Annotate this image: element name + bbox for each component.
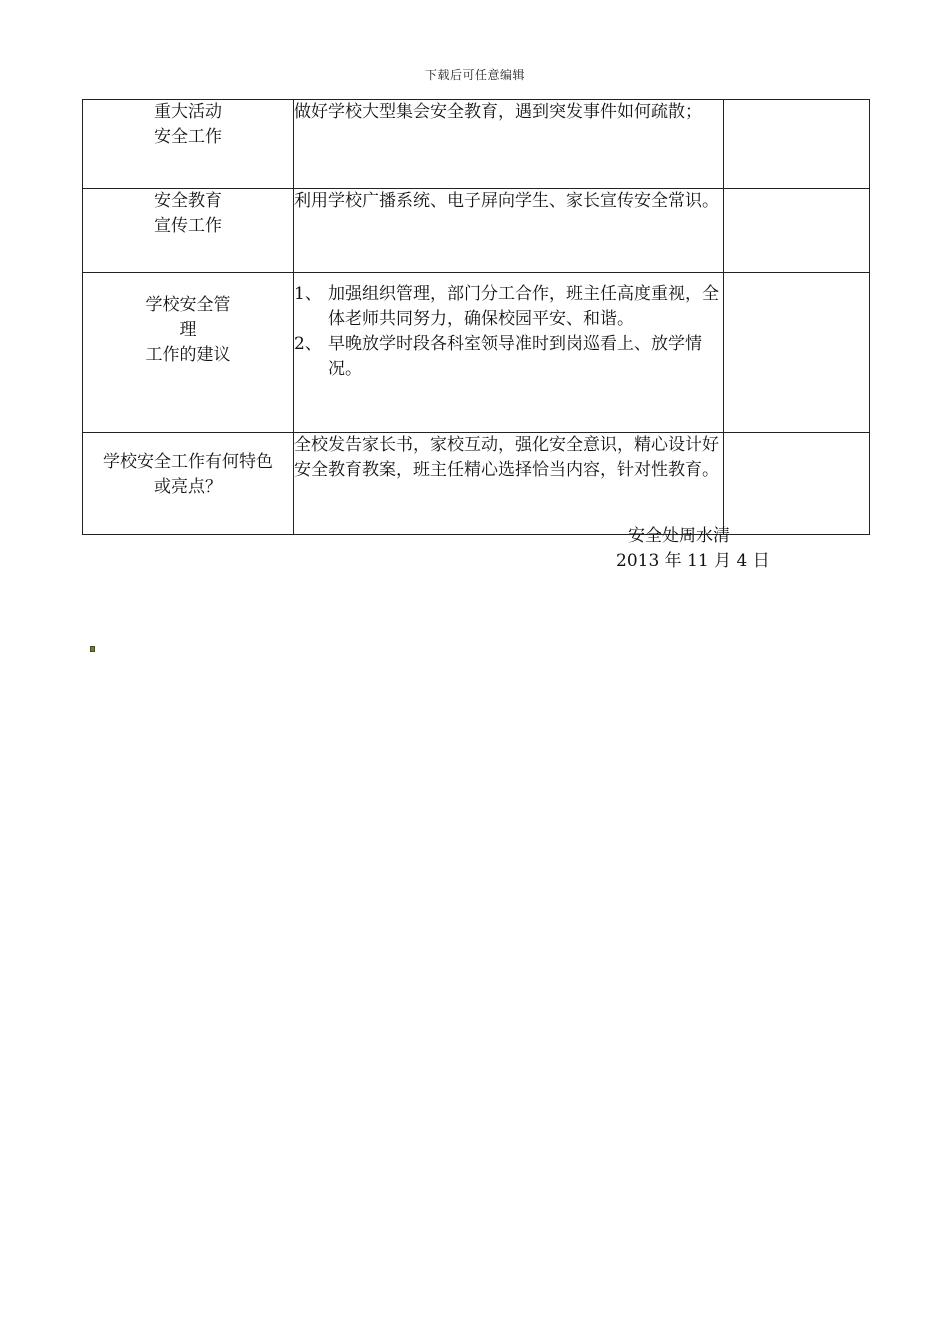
row-label-line: 重大活动: [154, 102, 222, 122]
row-content-list: [294, 273, 724, 433]
list-item: [294, 332, 723, 382]
row-content: 全校发告家长书，家校互动，强化安全意识，精心设计好安全教育教案，班主任精心选择恰当内容，针对性教育。: [294, 433, 724, 535]
list-text: 早晚放学时段各科室领导准时到岗巡看上、放学情况。: [328, 334, 702, 379]
row-label: [83, 273, 294, 433]
list-text: 加强组织管理，部门分工合作，班主任高度重视，全体老师共同努力，确保校园平安、和谐。: [328, 284, 719, 329]
table-row: [83, 273, 870, 433]
row-label-line: 学校安全工作有何特色: [103, 452, 273, 472]
row-content: 利用学校广播系统、电子屏向学生、家长宣传安全常识。: [294, 189, 724, 273]
signature-name: 安全处周水清: [628, 526, 730, 546]
row-label: [83, 189, 294, 273]
list-number: 1、: [294, 284, 322, 304]
safety-report-table: [82, 99, 870, 535]
row-label-line: 安全工作: [154, 127, 222, 147]
row-label-line: 理: [179, 320, 197, 340]
row-remark-cell: [724, 433, 870, 535]
row-remark-cell: [724, 273, 870, 433]
download-note: 下载后可任意编辑: [424, 68, 525, 82]
row-label-line: 安全教育: [154, 191, 222, 211]
signature-date: 2013 年 11 月 4 日: [616, 551, 770, 571]
row-label: [83, 433, 294, 535]
row-label-line: 学校安全管: [145, 295, 231, 315]
row-remark-cell: [724, 189, 870, 273]
row-label-line: 宣传工作: [154, 216, 222, 236]
small-square-mark: [90, 646, 95, 652]
list-number: 2、: [294, 334, 322, 354]
table-row: [83, 189, 870, 273]
table-row: [83, 433, 870, 535]
row-label: [83, 100, 294, 189]
list-item: [294, 282, 723, 332]
table-row: [83, 100, 870, 189]
row-content: 做好学校大型集会安全教育，遇到突发事件如何疏散；: [294, 100, 724, 189]
signature-block: [616, 524, 796, 574]
row-remark-cell: [724, 100, 870, 189]
row-label-line: 工作的建议: [145, 345, 231, 365]
row-label-line: 或亮点？: [154, 477, 222, 497]
